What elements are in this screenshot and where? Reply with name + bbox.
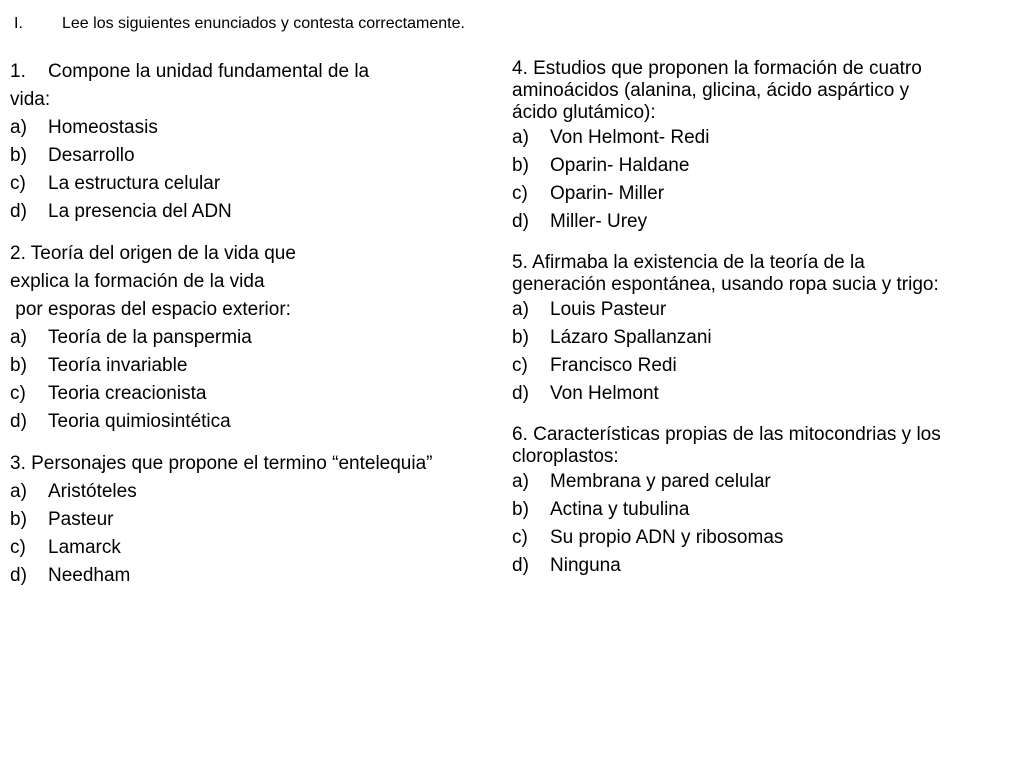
question-6-stem [512, 424, 1012, 468]
question-4-option-b[interactable]: b) Oparin- Haldane [512, 155, 690, 176]
left-column [10, 58, 500, 590]
instruction-text: Lee los siguientes enunciados y contesta correctamente. [62, 15, 465, 32]
question-3-option-a[interactable]: a) Aristóteles [10, 481, 137, 502]
question-5-stem [512, 252, 1012, 296]
question-6 [512, 424, 1012, 580]
question-6-stem-line-2: cloroplastos: [512, 446, 619, 467]
question-1-stem-line-1: Compone la unidad fundamental de la [48, 61, 370, 82]
instruction-number: I. [14, 15, 23, 32]
question-3-option-b[interactable]: b) Pasteur [10, 509, 114, 530]
question-1-option-d[interactable]: d) La presencia del ADN [10, 201, 232, 222]
question-2-option-a[interactable]: a) Teoría de la panspermia [10, 327, 252, 348]
question-2-option-d[interactable]: d) Teoria quimiosintética [10, 411, 231, 432]
question-4-option-a[interactable]: a) Von Helmont- Redi [512, 127, 710, 148]
question-2-stem-line-3: por esporas del espacio exterior: [10, 299, 291, 320]
question-1-option-a[interactable]: a) Homeostasis [10, 117, 158, 138]
question-2-stem [10, 240, 500, 324]
question-1-option-b[interactable]: b) Desarrollo [10, 145, 135, 166]
question-5-option-b[interactable]: b) Lázaro Spallanzani [512, 327, 712, 348]
right-column [512, 58, 1012, 580]
question-4-option-d[interactable]: d) Miller- Urey [512, 211, 648, 232]
question-2-option-b[interactable]: b) Teoría invariable [10, 355, 188, 376]
question-6-option-c[interactable]: c) Su propio ADN y ribosomas [512, 527, 784, 548]
question-3 [10, 450, 500, 590]
question-5-option-a[interactable]: a) Louis Pasteur [512, 299, 667, 320]
question-1 [10, 58, 500, 226]
question-4 [512, 58, 1012, 236]
question-3-option-d[interactable]: d) Needham [10, 565, 131, 586]
question-5-stem-line-1: 5. Afirmaba la existencia de la teoría de la [512, 252, 865, 273]
question-6-stem-line-1: 6. Características propias de las mitocondrias y los [512, 424, 941, 445]
question-6-option-a[interactable]: a) Membrana y pared celular [512, 471, 771, 492]
question-3-stem [10, 450, 500, 478]
question-4-stem-line-2: aminoácidos (alanina, glicina, ácido aspártico y [512, 80, 910, 101]
question-6-option-d[interactable]: d) Ninguna [512, 555, 621, 576]
question-1-stem-line-2: vida: [10, 89, 51, 110]
question-1-number: 1. [10, 61, 26, 82]
question-1-option-c[interactable]: c) La estructura celular [10, 173, 221, 194]
instruction-line [14, 14, 465, 34]
question-5 [512, 252, 1012, 408]
question-3-option-c[interactable]: c) Lamarck [10, 537, 121, 558]
question-2-stem-line-2: explica la formación de la vida [10, 271, 265, 292]
question-4-option-c[interactable]: c) Oparin- Miller [512, 183, 665, 204]
question-5-option-c[interactable]: c) Francisco Redi [512, 355, 677, 376]
question-5-stem-line-2: generación espontánea, usando ropa sucia y trigo: [512, 274, 939, 295]
question-4-stem-line-3: ácido glutámico): [512, 102, 656, 123]
question-2-option-c[interactable]: c) Teoria creacionista [10, 383, 207, 404]
question-2 [10, 240, 500, 436]
question-4-stem [512, 58, 1012, 124]
question-4-stem-line-1: 4. Estudios que proponen la formación de cuatro [512, 58, 922, 79]
question-5-option-d[interactable]: d) Von Helmont [512, 383, 659, 404]
question-1-stem [10, 58, 500, 114]
question-6-option-b[interactable]: b) Actina y tubulina [512, 499, 690, 520]
question-2-stem-line-1: 2. Teoría del origen de la vida que [10, 243, 296, 264]
question-3-stem-line-1: 3. Personajes que propone el termino “entelequia” [10, 453, 433, 474]
